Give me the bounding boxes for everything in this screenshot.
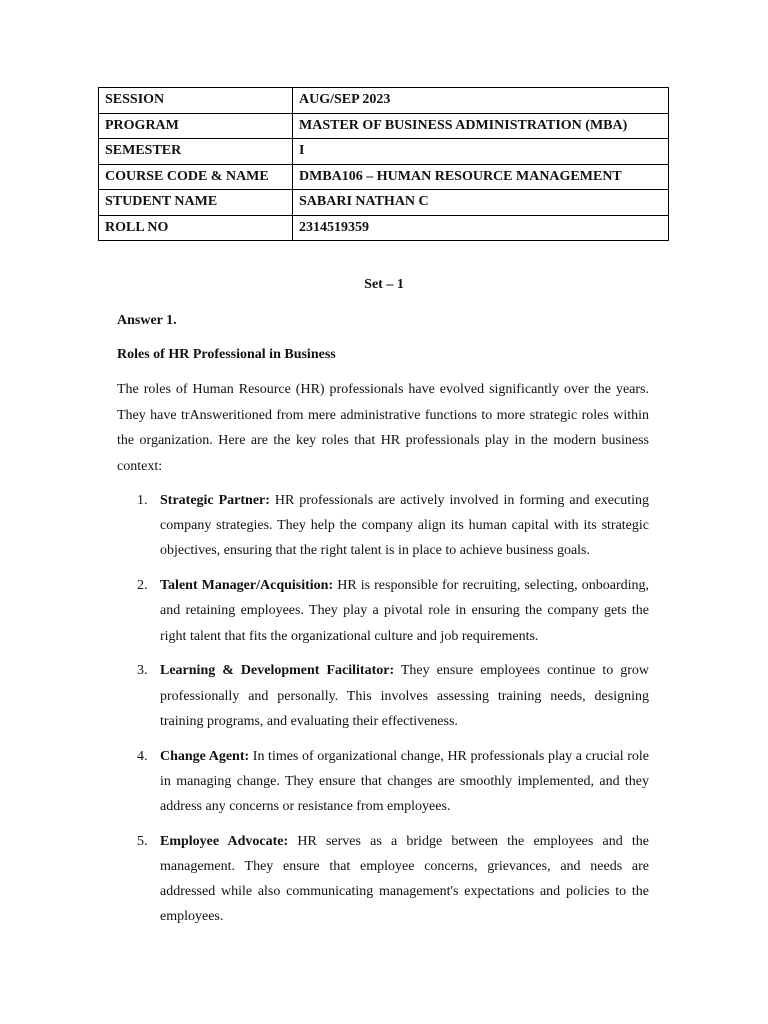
list-number: 3. (137, 663, 148, 679)
info-value-semester: I (293, 139, 669, 165)
answer-label: Answer 1. (117, 313, 177, 328)
info-label-session: SESSION (99, 88, 293, 114)
info-label-roll-no: ROLL NO (99, 215, 293, 241)
role-description: HR professionals are actively involved in forming and executing company strategies. They help the company align its human capital with its strategic objectives, ensuring that the right talent is in place to achieve business goals. (160, 493, 649, 559)
role-term: Talent Manager/Acquisition: (160, 578, 334, 594)
role-description: HR is responsible for recruiting, selecting, onboarding, and retaining employees. They play a pivotal role in ensuring the company gets the right talent that fits the organizational culture and job requirements. (160, 578, 649, 644)
info-label-course: COURSE CODE & NAME (99, 164, 293, 190)
info-label-program: PROGRAM (99, 113, 293, 139)
info-value-session: AUG/SEP 2023 (293, 88, 669, 114)
info-value-course: DMBA106 – HUMAN RESOURCE MANAGEMENT (293, 164, 669, 190)
table-row (99, 164, 669, 190)
section-heading: Roles of HR Professional in Business (117, 347, 336, 362)
info-label-semester: SEMESTER (99, 139, 293, 165)
list-number: 1. (137, 493, 148, 508)
hr-roles-list (117, 488, 649, 939)
table-row (99, 215, 669, 241)
list-number: 2. (137, 578, 148, 594)
list-item (117, 744, 649, 820)
table-row (99, 88, 669, 114)
role-term: Employee Advocate: (160, 833, 289, 849)
info-value-student-name: SABARI NATHAN C (293, 190, 669, 216)
student-info-table (98, 87, 669, 241)
list-number: 5. (137, 833, 148, 849)
role-description: They ensure employees continue to grow professionally and personally. This involves assessing training needs, designing training programs, and evaluating their effectiveness. (160, 663, 649, 729)
list-item (117, 573, 649, 649)
table-row (99, 139, 669, 165)
info-value-program: MASTER OF BUSINESS ADMINISTRATION (MBA) (293, 113, 669, 139)
role-term: Learning & Development Facilitator: (160, 663, 395, 679)
table-row (99, 190, 669, 216)
info-value-roll-no: 2314519359 (293, 215, 669, 241)
list-item (117, 658, 649, 734)
list-number: 4. (137, 748, 148, 764)
role-description: In times of organizational change, HR professionals play a crucial role in managing change. They ensure that changes are smoothly implemented, and they address any concerns or resistance from employees. (160, 748, 649, 815)
info-label-student-name: STUDENT NAME (99, 190, 293, 216)
set-heading: Set – 1 (364, 277, 404, 292)
role-term: Strategic Partner: (160, 493, 270, 508)
role-term: Change Agent: (160, 748, 250, 764)
list-item (117, 829, 649, 930)
role-description: HR serves as a bridge between the employees and the management. They ensure that employee concerns, grievances, and needs are addressed while also communicating management's expectations and policies to the employees. (160, 833, 649, 925)
list-item (117, 488, 649, 564)
intro-paragraph: The roles of Human Resource (HR) professionals have evolved significantly over the years. They have trAnsweritioned from mere administrative functions to more strategic roles within the organization. Here are the key roles that HR professionals play in the modern business context: (117, 382, 649, 474)
table-row (99, 113, 669, 139)
